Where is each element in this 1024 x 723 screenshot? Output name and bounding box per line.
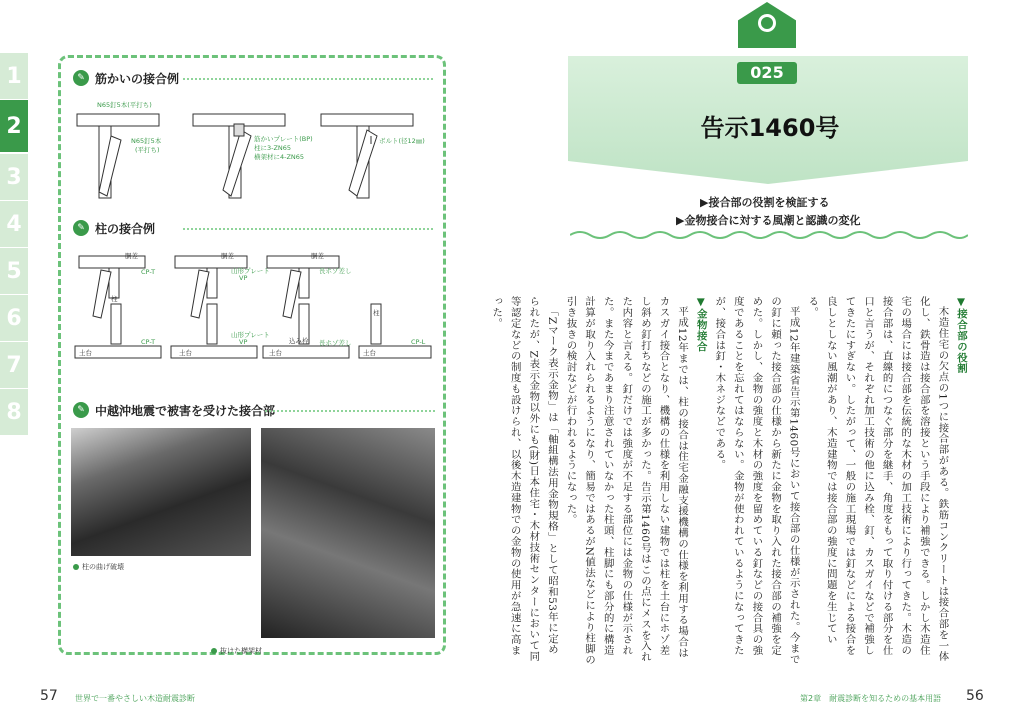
tab-4[interactable]: 4 [0, 201, 28, 247]
label-cpl: CP-L [411, 338, 426, 346]
heading-joint-role: ▼接合部の役割 [955, 296, 967, 374]
label-dodai-2: 土台 [179, 349, 192, 357]
photo-caption-1 [73, 562, 124, 572]
photo-caption-2 [211, 646, 262, 656]
page-number-left: 57 [40, 688, 58, 704]
figure-panel [58, 55, 446, 655]
label-vp-1: VP [239, 274, 248, 282]
paragraph-1: 木造住宅の欠点の1つに接合部がある。鉄筋コンクリートは接合部を一体化し、鉄骨造は接合部を溶接という手段により補強できる。しかし木造住宅の場合には接合部を伝統的な木材の加工技術により行ってきた。木造の接合部は、直線的につなぐ部分を継手、角度をもって取り付ける部分を仕口と言うが、それぞれ加工技術の他に込み栓、釘、カスガイなどで補強してきたにすぎない。したがって、一般の施工現場では釘などによる接合を良しとしない風潮があり、木造建物では接合部の強度に問題を生じている。 [806, 296, 949, 663]
label-komisen: 込み栓 [289, 337, 309, 345]
footer-left: 世界で一番やさしい木造耐震診断 [75, 694, 195, 703]
section-damage [73, 400, 275, 420]
tab-1[interactable]: 1 [0, 53, 28, 99]
label-cpt-2: CP-T [141, 338, 156, 346]
page-title: 告示1460号 [700, 114, 840, 142]
label-bp3: 横架材に4-ZN65 [254, 153, 305, 161]
tab-8[interactable]: 8 [0, 389, 28, 435]
hammer-icon: ✎ [73, 220, 89, 236]
label-hira: (平打ち) [135, 146, 160, 154]
label-nagahozo-2: 長ホゾ差し [319, 339, 352, 347]
heading-metal-joint: ▼金物接合 [694, 296, 707, 353]
section-column [73, 218, 155, 238]
bullet-icon [211, 648, 217, 654]
paragraph-2: 平成12年建築省告示第1460号において接合部の仕様が示された。今までの釘に頼った接合部の仕様から新たに金物を取り入れた接合部の補強を定めた。しかし、金物の強度と木材の強度を留めている釘などの接合具の強度であることを忘れてはならない。金物が使われているようになってきたが、接合は釘・木ネジなどである。 [713, 296, 800, 666]
tab-5[interactable]: 5 [0, 248, 28, 294]
label-n65: N65釘5本 [131, 137, 162, 145]
label-dodai-4: 土台 [363, 349, 376, 357]
section-title: 筋かいの接合例 [95, 71, 180, 86]
divider [265, 410, 435, 412]
label-cpt-1: CP-T [141, 268, 156, 276]
label-bp: 筋かいプレート(BP) [254, 135, 313, 143]
subtitle-1: ▶接合部の役割を検証する [700, 196, 830, 209]
divider [183, 78, 433, 80]
label-dobashi-3: 胴差 [311, 252, 324, 260]
caption-text: 柱の曲げ破壊 [82, 563, 124, 571]
label-dodai-1: 土台 [79, 349, 92, 357]
label-dobashi-2: 胴差 [221, 252, 234, 260]
label-yamagata-1: 山形プレート [231, 267, 270, 275]
section-brace [73, 68, 179, 88]
page-number-right: 56 [966, 688, 984, 704]
footer-right: 第2章 耐震診断を知るための基本用語 [800, 694, 942, 703]
label-n65-hira: N65釘5本(平打ち) [97, 101, 152, 109]
hammer-icon: ✎ [73, 70, 89, 86]
label-hashira-1: 柱 [111, 295, 118, 303]
label-bp2: 柱に3-ZN65 [254, 144, 292, 152]
tab-6[interactable]: 6 [0, 295, 28, 341]
photo-column-damage [71, 428, 251, 556]
tab-7[interactable]: 7 [0, 342, 28, 388]
body-text [490, 296, 970, 666]
tab-3[interactable]: 3 [0, 154, 28, 200]
label-dodai-3: 土台 [269, 349, 282, 357]
tab-2-active[interactable]: 2 [0, 100, 28, 152]
label-vp-2: VP [239, 338, 248, 346]
section-title: 柱の接合例 [95, 221, 156, 236]
photo-beam-damage [261, 428, 435, 638]
label-dobashi-1: 胴差 [125, 252, 138, 260]
label-nagahozo-1: 長ホゾ差し [319, 267, 352, 275]
subtitle-2: ▶金物接合に対する風潮と認識の変化 [676, 214, 861, 227]
topic-number: 025 [737, 62, 797, 84]
paragraph-3: 平成12年までは、柱の接合は住宅金融支援機構の仕様を利用する場合はカスガイ接合となり、機構の仕様を利用しない建物では柱を土台にホゾ差し斜め釘打ちなどの施工が多かった。告示第1460号はこの点にメスを入れた内容と言える。釘だけでは強度が不足する部位には金物の仕様が示された。また今まであまり注意されていなかった柱頭、柱脚にも部分的に構造計算が取り入れられるようになり、簡易ではあるがN値法などにより柱脚の引き抜きの検討などが行われるようになった。 [564, 296, 689, 666]
section-title: 中越沖地震で被害を受けた接合部 [95, 403, 276, 418]
caption-text: 抜けた横架材 [220, 647, 262, 655]
wave-divider [570, 229, 968, 241]
paragraph-4: 「Zマーク表示金物」は「軸組構法用金物規格」として昭和53年に定められたが、Z表示金物以外にも(財)日本住宅・木材技術センターにおいて同等認定などの制度も設けられ、以後木造建物での金物の使用が急速に高まった。 [490, 296, 558, 662]
divider [183, 228, 433, 230]
hammer-icon: ✎ [73, 402, 89, 418]
label-hashira-4: 柱 [373, 309, 380, 317]
bullet-icon [73, 564, 79, 570]
label-yamagata-2: 山形プレート [231, 331, 270, 339]
search-icon [758, 14, 776, 32]
label-bolt: ボルト(径12㎜) [379, 137, 425, 145]
